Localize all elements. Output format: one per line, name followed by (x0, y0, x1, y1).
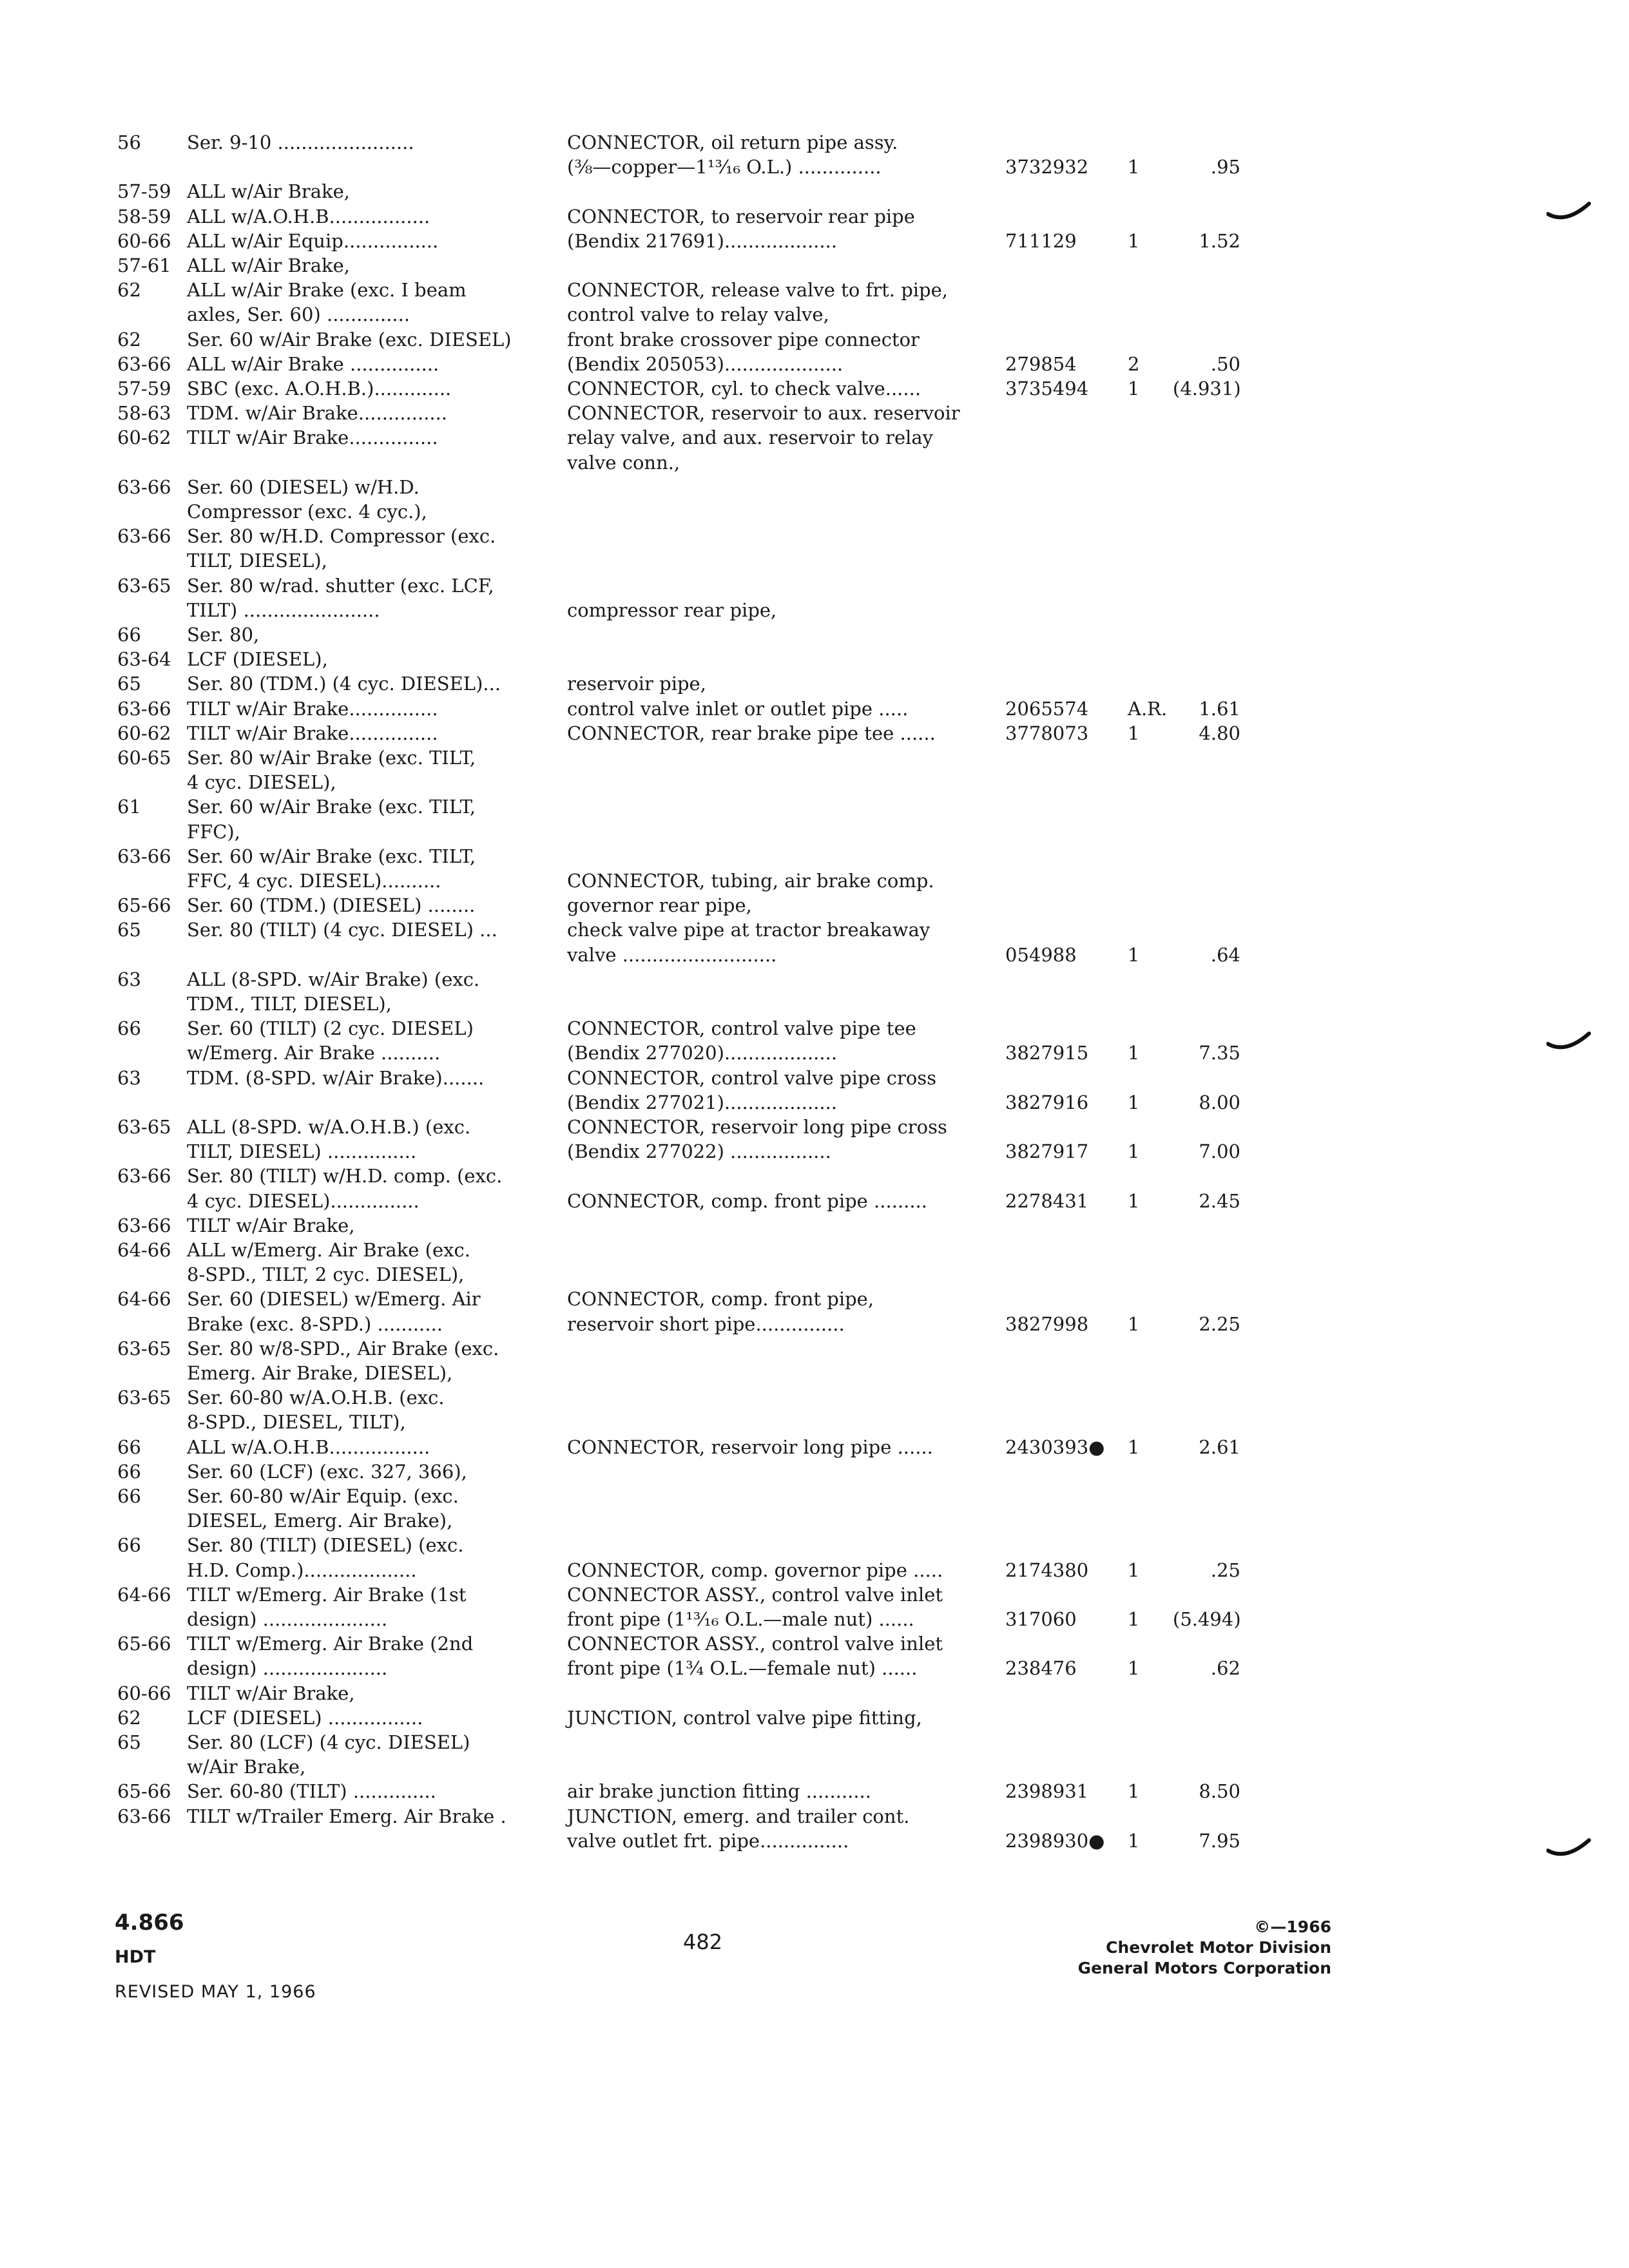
table-row (0, 1778, 1629, 1805)
year-cell: 63-65 (117, 1116, 171, 1138)
table-row (0, 523, 1629, 550)
price-cell: 8.00 (1199, 1091, 1240, 1113)
year-cell: 64-66 (117, 1239, 171, 1261)
application-cell: TILT w/Air Brake............... (187, 698, 438, 720)
year-cell: 66 (117, 1534, 141, 1556)
part-name-cell: CONNECTOR, to reservoir rear pipe (567, 206, 915, 227)
year-cell: 63 (117, 1067, 141, 1089)
year-cell: 63-65 (117, 1338, 171, 1360)
application-cell: TDM. (8-SPD. w/Air Brake)....... (187, 1067, 485, 1089)
table-row (0, 351, 1629, 378)
table-row (0, 695, 1629, 722)
application-cell: TDM. w/Air Brake............... (187, 402, 448, 424)
part-number-cell: 2065574 (1005, 698, 1089, 720)
year-cell: 66 (117, 1436, 141, 1458)
table-row (0, 572, 1629, 599)
year-cell: 57-59 (117, 378, 171, 399)
application-cell: FFC), (187, 821, 240, 843)
part-number-cell: 3827998 (1005, 1313, 1089, 1335)
part-name-cell: CONNECTOR, rear brake pipe tee ...... (567, 722, 936, 744)
table-row (0, 1655, 1629, 1682)
table-row (0, 301, 1629, 328)
table-row (0, 1630, 1629, 1657)
table-row (0, 769, 1629, 796)
price-cell: 2.45 (1199, 1190, 1240, 1212)
year-cell: 62 (117, 329, 141, 351)
quantity-cell: A.R. (1128, 698, 1168, 720)
quantity-cell: 1 (1128, 1608, 1140, 1630)
year-cell: 63-65 (117, 1387, 171, 1408)
year-cell: 65 (117, 919, 141, 941)
year-cell: 64-66 (117, 1288, 171, 1310)
table-row (0, 1729, 1629, 1756)
price-cell: (5.494) (1173, 1608, 1241, 1630)
part-name-cell: JUNCTION, control valve pipe fitting, (567, 1707, 922, 1729)
quantity-cell: 1 (1128, 722, 1140, 744)
table-row (0, 646, 1629, 673)
quantity-cell: 2 (1128, 353, 1140, 375)
quantity-cell: 1 (1128, 1780, 1140, 1802)
part-name-cell: CONNECTOR, release valve to frt. pipe, (567, 279, 948, 301)
application-cell: TILT w/Air Brake, (187, 1682, 355, 1704)
check-mark-icon (1547, 1836, 1592, 1862)
application-cell: TILT w/Air Brake............... (187, 427, 438, 448)
part-name-cell: front pipe (1¾ O.L.—female nut) ...... (567, 1657, 918, 1679)
price-cell: 7.00 (1199, 1140, 1240, 1162)
price-cell: .95 (1210, 156, 1240, 178)
part-number-cell: 2398930● (1005, 1830, 1105, 1852)
price-cell: .50 (1210, 353, 1240, 375)
table-row (0, 129, 1629, 156)
table-row (0, 153, 1629, 180)
table-row (0, 1680, 1629, 1707)
table-row (0, 1753, 1629, 1780)
year-cell: 65 (117, 1731, 141, 1753)
application-cell: Ser. 9-10 ....................... (187, 131, 414, 153)
table-row (0, 720, 1629, 747)
table-row (0, 1507, 1629, 1534)
year-cell: 63-65 (117, 575, 171, 597)
application-cell: 8-SPD., TILT, 2 cyc. DIESEL), (187, 1264, 465, 1285)
quantity-cell: 1 (1128, 944, 1140, 966)
year-cell: 62 (117, 279, 141, 301)
part-name-cell: valve conn., (567, 452, 680, 474)
part-name-cell: CONNECTOR, control valve pipe tee (567, 1017, 916, 1039)
application-cell: Ser. 80 (TILT) w/H.D. comp. (exc. (187, 1165, 503, 1187)
table-row (0, 1089, 1629, 1116)
table-row (0, 252, 1629, 279)
application-cell: TILT w/Trailer Emerg. Air Brake . (187, 1805, 506, 1827)
application-cell: ALL w/Air Brake, (187, 255, 350, 276)
part-name-cell: (Bendix 217691)................... (567, 230, 838, 252)
part-name-cell: CONNECTOR, control valve pipe cross (567, 1067, 937, 1089)
application-cell: design) ..................... (187, 1608, 388, 1630)
year-cell: 63-66 (117, 1215, 171, 1236)
application-cell: Ser. 80 (LCF) (4 cyc. DIESEL) (187, 1731, 470, 1753)
part-name-cell: CONNECTOR, reservoir long pipe cross (567, 1116, 947, 1138)
year-cell: 65-66 (117, 1780, 171, 1802)
part-number-cell: 279854 (1005, 353, 1077, 375)
application-cell: design) ..................... (187, 1657, 388, 1679)
year-cell: 58-59 (117, 206, 171, 227)
application-cell: ALL w/Air Brake, (187, 180, 350, 202)
table-row (0, 1384, 1629, 1411)
part-number-cell: 238476 (1005, 1657, 1077, 1679)
copyright: ©—1966 (1254, 1917, 1331, 1936)
part-name-cell: reservoir short pipe............... (567, 1313, 845, 1335)
application-cell: DIESEL, Emerg. Air Brake), (187, 1510, 453, 1532)
price-cell: 4.80 (1199, 722, 1240, 744)
application-cell: Ser. 60-80 w/Air Equip. (exc. (187, 1485, 459, 1507)
table-row (0, 399, 1629, 427)
quantity-cell: 1 (1128, 230, 1140, 252)
footer-right (1078, 1917, 1331, 1979)
application-cell: ALL w/A.O.H.B................. (187, 1436, 430, 1458)
table-row (0, 326, 1629, 353)
application-cell: Ser. 60 w/Air Brake (exc. TILT, (187, 845, 476, 867)
year-cell: 63 (117, 968, 141, 990)
check-mark-icon (1547, 1030, 1592, 1055)
application-cell: Ser. 80 (TILT) (4 cyc. DIESEL) ... (187, 919, 497, 941)
table-row (0, 1335, 1629, 1362)
footer-left (115, 1907, 316, 2006)
price-cell: (4.931) (1173, 378, 1241, 399)
part-name-cell: (Bendix 205053).................... (567, 353, 843, 375)
table-row (0, 547, 1629, 574)
year-cell: 65 (117, 673, 141, 695)
application-cell: Ser. 80, (187, 624, 260, 646)
application-cell: 8-SPD., DIESEL, TILT), (187, 1411, 406, 1433)
quantity-cell: 1 (1128, 1140, 1140, 1162)
table-row (0, 621, 1629, 648)
table-row (0, 793, 1629, 820)
price-cell: .64 (1210, 944, 1240, 966)
table-row (0, 424, 1629, 451)
part-name-cell: air brake junction fitting ........... (567, 1780, 871, 1802)
quantity-cell: 1 (1128, 378, 1140, 399)
application-cell: TDM., TILT, DIESEL), (187, 993, 392, 1015)
table-row (0, 1039, 1629, 1066)
year-cell: 66 (117, 1017, 141, 1039)
table-row (0, 1704, 1629, 1731)
table-row (0, 597, 1629, 624)
year-cell: 63-66 (117, 476, 171, 498)
table-row (0, 843, 1629, 870)
table-row (0, 670, 1629, 697)
part-name-cell: front brake crossover pipe connector (567, 329, 920, 351)
table-row (0, 1408, 1629, 1436)
part-number-cell: 3735494 (1005, 378, 1089, 399)
table-row (0, 375, 1629, 402)
part-number-cell: 711129 (1005, 230, 1077, 252)
application-cell: Ser. 80 w/rad. shutter (exc. LCF, (187, 575, 494, 597)
price-cell: 8.50 (1199, 1780, 1240, 1802)
part-name-cell: JUNCTION, emerg. and trailer cont. (567, 1805, 910, 1827)
page-number: 482 (683, 1930, 723, 1954)
application-cell: Ser. 80 (TDM.) (4 cyc. DIESEL)... (187, 673, 501, 695)
table-row (0, 916, 1629, 943)
application-cell: TILT) ....................... (187, 599, 380, 621)
year-cell: 60-62 (117, 427, 171, 448)
table-row (0, 1212, 1629, 1239)
year-cell: 56 (117, 131, 141, 153)
table-row (0, 449, 1629, 476)
application-cell: SBC (exc. A.O.H.B.)............. (187, 378, 452, 399)
part-number-cell: 2398931 (1005, 1780, 1089, 1802)
table-row (0, 892, 1629, 919)
application-cell: Ser. 80 (TILT) (DIESEL) (exc. (187, 1534, 464, 1556)
table-row (0, 1606, 1629, 1633)
table-row (0, 1360, 1629, 1387)
year-cell: 61 (117, 796, 141, 818)
catalog-group: HDT (115, 1947, 156, 1967)
table-row (0, 1064, 1629, 1091)
table-row (0, 1311, 1629, 1338)
table-row (0, 203, 1629, 230)
part-name-cell: CONNECTOR, oil return pipe assy. (567, 131, 898, 153)
part-name-cell: valve outlet frt. pipe............... (567, 1830, 849, 1852)
table-row (0, 1458, 1629, 1485)
price-cell: 2.61 (1199, 1436, 1240, 1458)
section-number: 4.866 (115, 1910, 184, 1936)
corporation-name: General Motors Corporation (1077, 1959, 1331, 1977)
application-cell: 4 cyc. DIESEL)............... (187, 1190, 419, 1212)
part-name-cell: control valve inlet or outlet pipe ..... (567, 698, 909, 720)
application-cell: w/Air Brake, (187, 1756, 306, 1778)
price-cell: .62 (1210, 1657, 1240, 1679)
quantity-cell: 1 (1128, 1190, 1140, 1212)
part-name-cell: (Bendix 277020)................... (567, 1042, 838, 1064)
quantity-cell: 1 (1128, 156, 1140, 178)
part-name-cell: check valve pipe at tractor breakaway (567, 919, 930, 941)
application-cell: FFC, 4 cyc. DIESEL).......... (187, 870, 441, 892)
application-cell: Emerg. Air Brake, DIESEL), (187, 1362, 453, 1384)
part-number-cell: 2278431 (1005, 1190, 1089, 1212)
application-cell: Ser. 60 (LCF) (exc. 327, 366), (187, 1461, 467, 1483)
application-cell: Ser. 80 w/Air Brake (exc. TILT, (187, 747, 476, 769)
part-name-cell: CONNECTOR ASSY., control valve inlet (567, 1584, 943, 1606)
year-cell: 62 (117, 1707, 141, 1729)
year-cell: 63-64 (117, 648, 171, 670)
table-row (0, 498, 1629, 525)
year-cell: 57-61 (117, 255, 171, 276)
price-cell: 1.52 (1199, 230, 1240, 252)
year-cell: 63-66 (117, 845, 171, 867)
part-name-cell: control valve to relay valve, (567, 303, 829, 325)
table-row (0, 966, 1629, 993)
table-row (0, 1162, 1629, 1189)
application-cell: Ser. 60 (TILT) (2 cyc. DIESEL) (187, 1017, 474, 1039)
table-row (0, 1236, 1629, 1264)
application-cell: ALL w/A.O.H.B................. (187, 206, 430, 227)
year-cell: 60-66 (117, 230, 171, 252)
part-name-cell: (⅜—copper—1¹³⁄₁₆ O.L.) .............. (567, 156, 882, 178)
quantity-cell: 1 (1128, 1436, 1140, 1458)
application-cell: 4 cyc. DIESEL), (187, 771, 336, 793)
part-number-cell: 054988 (1005, 944, 1077, 966)
year-cell: 60-65 (117, 747, 171, 769)
part-number-cell: 3827915 (1005, 1042, 1089, 1064)
part-name-cell: CONNECTOR, tubing, air brake comp. (567, 870, 934, 892)
year-cell: 65-66 (117, 894, 171, 916)
application-cell: TILT w/Air Brake, (187, 1215, 355, 1236)
quantity-cell: 1 (1128, 1313, 1140, 1335)
part-number-cell: 317060 (1005, 1608, 1077, 1630)
table-row (0, 227, 1629, 255)
part-name-cell: governor rear pipe, (567, 894, 752, 916)
table-row (0, 276, 1629, 303)
application-cell: Ser. 60 (DIESEL) w/Emerg. Air (187, 1288, 481, 1310)
quantity-cell: 1 (1128, 1657, 1140, 1679)
application-cell: Ser. 80 w/8-SPD., Air Brake (exc. (187, 1338, 499, 1360)
table-row (0, 941, 1629, 968)
application-cell: ALL w/Air Equip................ (187, 230, 439, 252)
part-name-cell: CONNECTOR, reservoir long pipe ...... (567, 1436, 933, 1458)
quantity-cell: 1 (1128, 1042, 1140, 1064)
part-name-cell: CONNECTOR, reservoir to aux. reservoir (567, 402, 960, 424)
table-row (0, 744, 1629, 771)
part-name-cell: front pipe (1¹³⁄₁₆ O.L.—male nut) ...... (567, 1608, 914, 1630)
table-row (0, 1827, 1629, 1854)
year-cell: 66 (117, 624, 141, 646)
price-cell: 7.95 (1199, 1830, 1240, 1852)
price-cell: 1.61 (1199, 698, 1240, 720)
table-row (0, 1532, 1629, 1559)
table-row (0, 1138, 1629, 1165)
table-row (0, 990, 1629, 1017)
application-cell: Ser. 60-80 w/A.O.H.B. (exc. (187, 1387, 445, 1408)
year-cell: 63-66 (117, 353, 171, 375)
part-number-cell: 3778073 (1005, 722, 1089, 744)
part-name-cell: compressor rear pipe, (567, 599, 777, 621)
table-row (0, 178, 1629, 205)
table-row (0, 1187, 1629, 1215)
year-cell: 64-66 (117, 1584, 171, 1606)
year-cell: 57-59 (117, 180, 171, 202)
application-cell: ALL w/Air Brake (exc. I beam (187, 279, 467, 301)
table-row (0, 1483, 1629, 1510)
part-name-cell: (Bendix 277021)................... (567, 1091, 838, 1113)
part-name-cell: reservoir pipe, (567, 673, 706, 695)
application-cell: TILT w/Air Brake............... (187, 722, 438, 744)
application-cell: Ser. 80 w/H.D. Compressor (exc. (187, 525, 496, 547)
quantity-cell: 1 (1128, 1091, 1140, 1113)
table-row (0, 818, 1629, 845)
part-number-cell: 3732932 (1005, 156, 1089, 178)
application-cell: ALL (8-SPD. w/A.O.H.B.) (exc. (187, 1116, 471, 1138)
application-cell: ALL w/Emerg. Air Brake (exc. (187, 1239, 470, 1261)
application-cell: TILT, DIESEL) ............... (187, 1140, 417, 1162)
division-name: Chevrolet Motor Division (1106, 1938, 1331, 1957)
application-cell: axles, Ser. 60) .............. (187, 303, 410, 325)
year-cell: 65-66 (117, 1633, 171, 1655)
part-name-cell: CONNECTOR, comp. front pipe, (567, 1288, 874, 1310)
year-cell: 60-62 (117, 722, 171, 744)
table-row (0, 1803, 1629, 1830)
application-cell: Ser. 60-80 (TILT) .............. (187, 1780, 436, 1802)
application-cell: ALL w/Air Brake ............... (187, 353, 439, 375)
application-cell: LCF (DIESEL), (187, 648, 328, 670)
application-cell: Compressor (exc. 4 cyc.), (187, 501, 427, 523)
quantity-cell: 1 (1128, 1559, 1140, 1581)
application-cell: LCF (DIESEL) ................ (187, 1707, 423, 1729)
table-row (0, 1581, 1629, 1608)
part-name-cell: CONNECTOR ASSY., control valve inlet (567, 1633, 943, 1655)
part-number-cell: 2174380 (1005, 1559, 1089, 1581)
application-cell: TILT w/Emerg. Air Brake (2nd (187, 1633, 474, 1655)
year-cell: 60-66 (117, 1682, 171, 1704)
table-row (0, 1285, 1629, 1312)
table-row (0, 474, 1629, 501)
part-name-cell: (Bendix 277022) ................. (567, 1140, 831, 1162)
part-name-cell: CONNECTOR, comp. front pipe ......... (567, 1190, 928, 1212)
application-cell: Ser. 60 w/Air Brake (exc. DIESEL) (187, 329, 512, 351)
part-name-cell: relay valve, and aux. reservoir to relay (567, 427, 934, 448)
application-cell: ALL (8-SPD. w/Air Brake) (exc. (187, 968, 480, 990)
year-cell: 63-66 (117, 525, 171, 547)
application-cell: Ser. 60 (DIESEL) w/H.D. (187, 476, 419, 498)
year-cell: 58-63 (117, 402, 171, 424)
check-mark-icon (1547, 200, 1592, 226)
price-cell: 2.25 (1199, 1313, 1240, 1335)
application-cell: Ser. 60 (TDM.) (DIESEL) ........ (187, 894, 476, 916)
part-name-cell: valve .......................... (567, 944, 777, 966)
revision-date: REVISED MAY 1, 1966 (115, 1982, 316, 2002)
application-cell: TILT w/Emerg. Air Brake (1st (187, 1584, 467, 1606)
part-number-cell: 3827916 (1005, 1091, 1089, 1113)
part-name-cell: CONNECTOR, comp. governor pipe ..... (567, 1559, 943, 1581)
part-name-cell: CONNECTOR, cyl. to check valve...... (567, 378, 921, 399)
application-cell: TILT, DIESEL), (187, 550, 327, 572)
application-cell: w/Emerg. Air Brake .......... (187, 1042, 441, 1064)
part-number-cell: 2430393● (1005, 1436, 1105, 1458)
table-row (0, 1113, 1629, 1140)
price-cell: 7.35 (1199, 1042, 1240, 1064)
application-cell: Brake (exc. 8-SPD.) ........... (187, 1313, 443, 1335)
table-row (0, 1015, 1629, 1042)
year-cell: 66 (117, 1461, 141, 1483)
year-cell: 66 (117, 1485, 141, 1507)
application-cell: H.D. Comp.)................... (187, 1559, 417, 1581)
application-cell: Ser. 60 w/Air Brake (exc. TILT, (187, 796, 476, 818)
table-row (0, 1261, 1629, 1288)
price-cell: .25 (1210, 1559, 1240, 1581)
table-row (0, 1557, 1629, 1584)
quantity-cell: 1 (1128, 1830, 1140, 1852)
year-cell: 63-66 (117, 1165, 171, 1187)
year-cell: 63-66 (117, 698, 171, 720)
table-row (0, 1434, 1629, 1461)
table-row (0, 867, 1629, 894)
year-cell: 63-66 (117, 1805, 171, 1827)
part-number-cell: 3827917 (1005, 1140, 1089, 1162)
